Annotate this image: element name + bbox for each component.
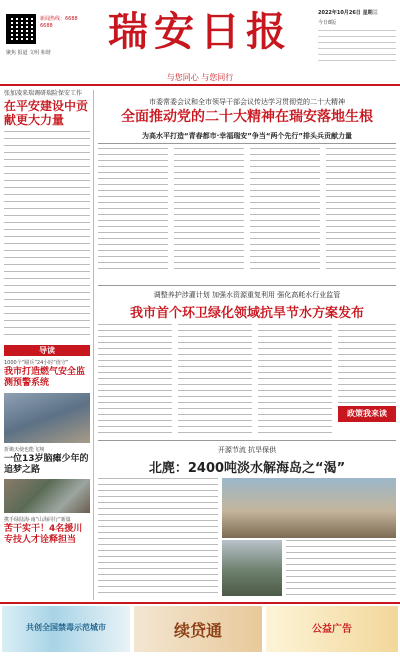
ad-anti-drug[interactable] bbox=[2, 606, 130, 652]
guide1-title[interactable]: 我市打造燃气安全监测预警系统 bbox=[4, 367, 86, 388]
feature-body bbox=[4, 131, 90, 341]
ad-loan-text: 续贷通 bbox=[173, 621, 222, 640]
lead-subhead: 为高水平打造“青春都市·幸福瑞安”争当“两个先行”排头兵贡献力量 bbox=[141, 132, 353, 140]
qr-code bbox=[6, 14, 36, 44]
guide2-kicker: 折锄天使也能飞翔 bbox=[4, 447, 45, 453]
lead-kicker: 市委常委会议和全市领导干部会议传达学习贯彻党的二十大精神 bbox=[149, 98, 345, 106]
guide3-title[interactable]: 苦干实干！4名援川专技人才诠释担当 bbox=[4, 524, 83, 545]
guide2-photo bbox=[4, 479, 90, 513]
issue-info bbox=[318, 30, 396, 66]
policy-column-tag[interactable]: 政策我来读 bbox=[338, 406, 396, 422]
feature-title[interactable]: 在平安建设中贡献更大力量 bbox=[4, 99, 89, 127]
third-body-right bbox=[286, 540, 396, 596]
feature-label: 张加凌来瑞调研瑞险保安工作 bbox=[4, 90, 83, 97]
ad-public-service-text: 公益广告 bbox=[312, 624, 352, 635]
left-column bbox=[4, 90, 90, 600]
third-photo-small bbox=[222, 540, 282, 596]
header-links[interactable]: 聚焦 报道 文明 和谐 bbox=[6, 50, 51, 56]
ad-anti-drug-text: 共创全国禁毒示范城市 bbox=[26, 623, 106, 632]
issue-date: 2022年10月26日 星期三 bbox=[318, 10, 378, 16]
guide-tag: 导读 bbox=[4, 345, 90, 356]
ad-loan[interactable] bbox=[134, 606, 262, 652]
guide2-title[interactable]: 一位13岁脑瘫少年的追梦之路 bbox=[4, 454, 89, 475]
masthead-title: 瑞安日报 bbox=[108, 8, 292, 55]
ad-rule bbox=[0, 602, 400, 604]
issue-pages: 今日8版 bbox=[318, 20, 337, 26]
masthead-slogan: 与您同心 与您同行 bbox=[166, 73, 234, 82]
second-sidebar bbox=[338, 324, 396, 404]
ad-public-service[interactable] bbox=[266, 606, 398, 652]
third-photo-main bbox=[222, 478, 396, 538]
guide3-kicker: 携手绿陆海·南“山海同行”新篇 bbox=[4, 517, 71, 523]
second-headline[interactable]: 我市首个环卫绿化领域抗旱节水方案发布 bbox=[129, 306, 364, 321]
left-divider bbox=[93, 90, 94, 600]
second-body bbox=[98, 324, 334, 434]
hotline: 新闻热线：6688 6688 bbox=[40, 16, 78, 29]
lead-body bbox=[98, 148, 396, 272]
third-body-left bbox=[98, 478, 218, 598]
second-rule bbox=[98, 285, 396, 286]
third-rule bbox=[98, 440, 396, 441]
second-kicker: 调整养护涉灌计划 加强水资源重复利用 强化高耗水行业监管 bbox=[153, 291, 341, 299]
lead-rule bbox=[98, 143, 396, 144]
guide1-kicker: 1000个“瞄兵”24小时“值守” bbox=[4, 360, 69, 366]
guide1-photo bbox=[4, 393, 90, 443]
third-kicker: 开源节流 抗旱保供 bbox=[217, 446, 277, 454]
third-headline[interactable]: 北麂：2400吨淡水解海岛之“渴” bbox=[148, 461, 346, 476]
masthead-rule bbox=[0, 84, 400, 86]
lead-headline[interactable]: 全面推动党的二十大精神在瑞安落地生根 bbox=[121, 109, 373, 125]
